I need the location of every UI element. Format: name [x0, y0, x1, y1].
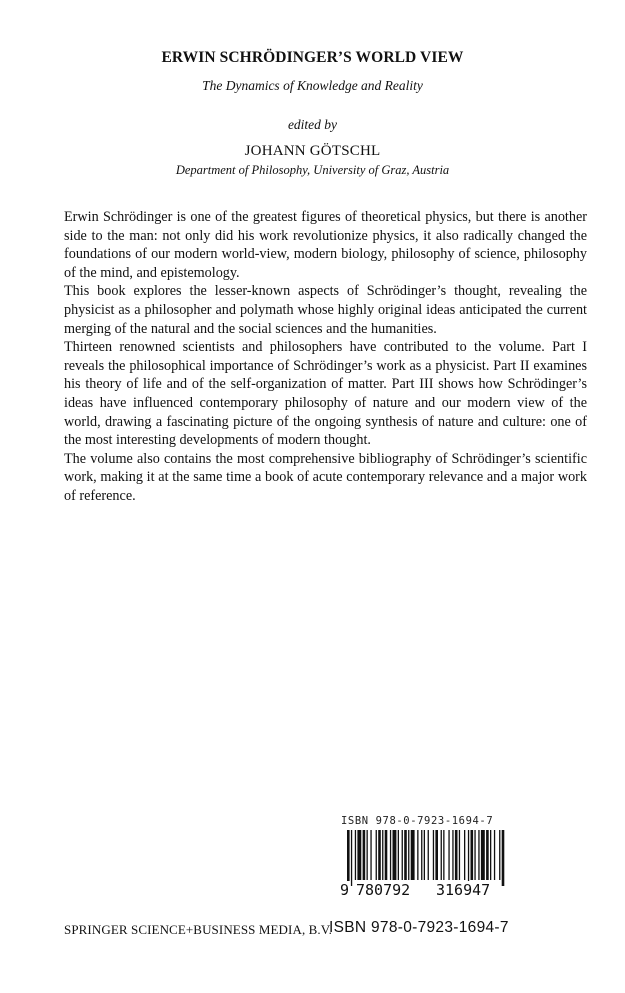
- barcode-bar: [417, 830, 418, 880]
- barcode-bar: [357, 830, 361, 880]
- barcode-digits-left: 780792: [356, 881, 411, 899]
- barcode-bar: [502, 830, 505, 886]
- barcode-digits-right: 316947: [436, 881, 491, 899]
- barcode-bars: [337, 830, 513, 886]
- barcode-bar: [455, 830, 458, 880]
- barcode-bar: [478, 830, 479, 880]
- barcode-bar: [452, 830, 453, 880]
- barcode-bar: [486, 830, 489, 880]
- barcode-bar: [393, 830, 397, 880]
- book-title: ERWIN SCHRÖDINGER’S WORLD VIEW: [161, 49, 464, 66]
- barcode-bar: [347, 830, 350, 886]
- barcode-bar: [441, 830, 442, 880]
- barcode-bar: [471, 830, 474, 880]
- barcode-bar: [424, 830, 425, 880]
- barcode-bar: [490, 830, 491, 880]
- barcode-bar: [378, 830, 381, 880]
- blurb-paragraph: The volume also contains the most comprehensive bibliography of Schrödinger’s scientific work, making it at the same time a book of acute contemporary relevance and a major work of reference.: [64, 450, 587, 504]
- barcode-bar: [398, 830, 399, 880]
- barcode-bar: [382, 830, 383, 880]
- edited-by-label: edited by: [287, 117, 338, 132]
- barcode-bar: [370, 830, 371, 880]
- blurb-paragraph: This book explores the lesser-known aspects of Schrödinger’s thought, revealing the physicist as a philosopher and polymath whose highly original ideas anticipated the current merging of the natural and the social sciences and the humanities.: [64, 283, 587, 337]
- barcode-bar: [367, 830, 368, 880]
- footer-isbn: ISBN 978-0-7923-1694-7: [329, 919, 509, 936]
- barcode-bar: [404, 830, 407, 880]
- barcode-bar: [390, 830, 391, 880]
- blurb-text: [64, 208, 587, 506]
- editor-name: JOHANN GÖTSCHL: [244, 143, 381, 159]
- barcode-bar: [433, 830, 434, 880]
- barcode-bar: [351, 830, 352, 886]
- barcode-bar: [408, 830, 409, 880]
- barcode-bar: [474, 830, 475, 880]
- barcode-bar: [355, 830, 356, 880]
- barcode-bar: [363, 830, 366, 880]
- barcode-bar: [428, 830, 429, 880]
- book-subtitle: The Dynamics of Knowledge and Reality: [202, 78, 423, 93]
- barcode-bar: [481, 830, 485, 880]
- barcode-digit-lead: 9: [340, 881, 350, 899]
- barcode-bar: [435, 830, 438, 880]
- barcode-bar: [421, 830, 422, 880]
- barcode-isbn-label: ISBN 978-0-7923-1694-7: [341, 815, 494, 827]
- blurb-paragraph: Thirteen renowned scientists and philosophers have contributed to the volume. Part I reveals the philosophical importance of Schrödinger’s work as a physicist. Part II examines his theory of life and of the self-organization of matter. Part III shows how Schrödinger’s ideas have influenced contemporary philosophy of nature and our modern view of the world, drawing a fascinating picture of the ongoing synthesis of nature and culture: one of the most interesting developments of modern thought.: [64, 339, 587, 449]
- barcode-bar: [494, 830, 495, 880]
- barcode-bar: [402, 830, 403, 880]
- barcode-bar: [376, 830, 377, 880]
- barcode-bar: [448, 830, 449, 880]
- isbn-barcode: [337, 815, 513, 899]
- barcode-bar: [411, 830, 415, 880]
- barcode-bar: [499, 830, 500, 880]
- barcode-bar: [443, 830, 444, 880]
- blurb-paragraph: Erwin Schrödinger is one of the greatest figures of theoretical physics, but there is another side to the man: not only did his work revolutionize physics, it also radically changed the foundations of our modern world-view, modern biology, philosophy of science, philosophy of the mind, and epistemology.: [64, 209, 587, 281]
- editor-affiliation: Department of Philosophy, University of Graz, Austria: [175, 163, 450, 177]
- barcode-bar: [459, 830, 460, 880]
- barcode-bar: [468, 830, 469, 886]
- barcode-bar: [385, 830, 388, 880]
- publisher-name: SPRINGER SCIENCE+BUSINESS MEDIA, B.V.: [64, 922, 332, 937]
- barcode-bar: [464, 830, 465, 880]
